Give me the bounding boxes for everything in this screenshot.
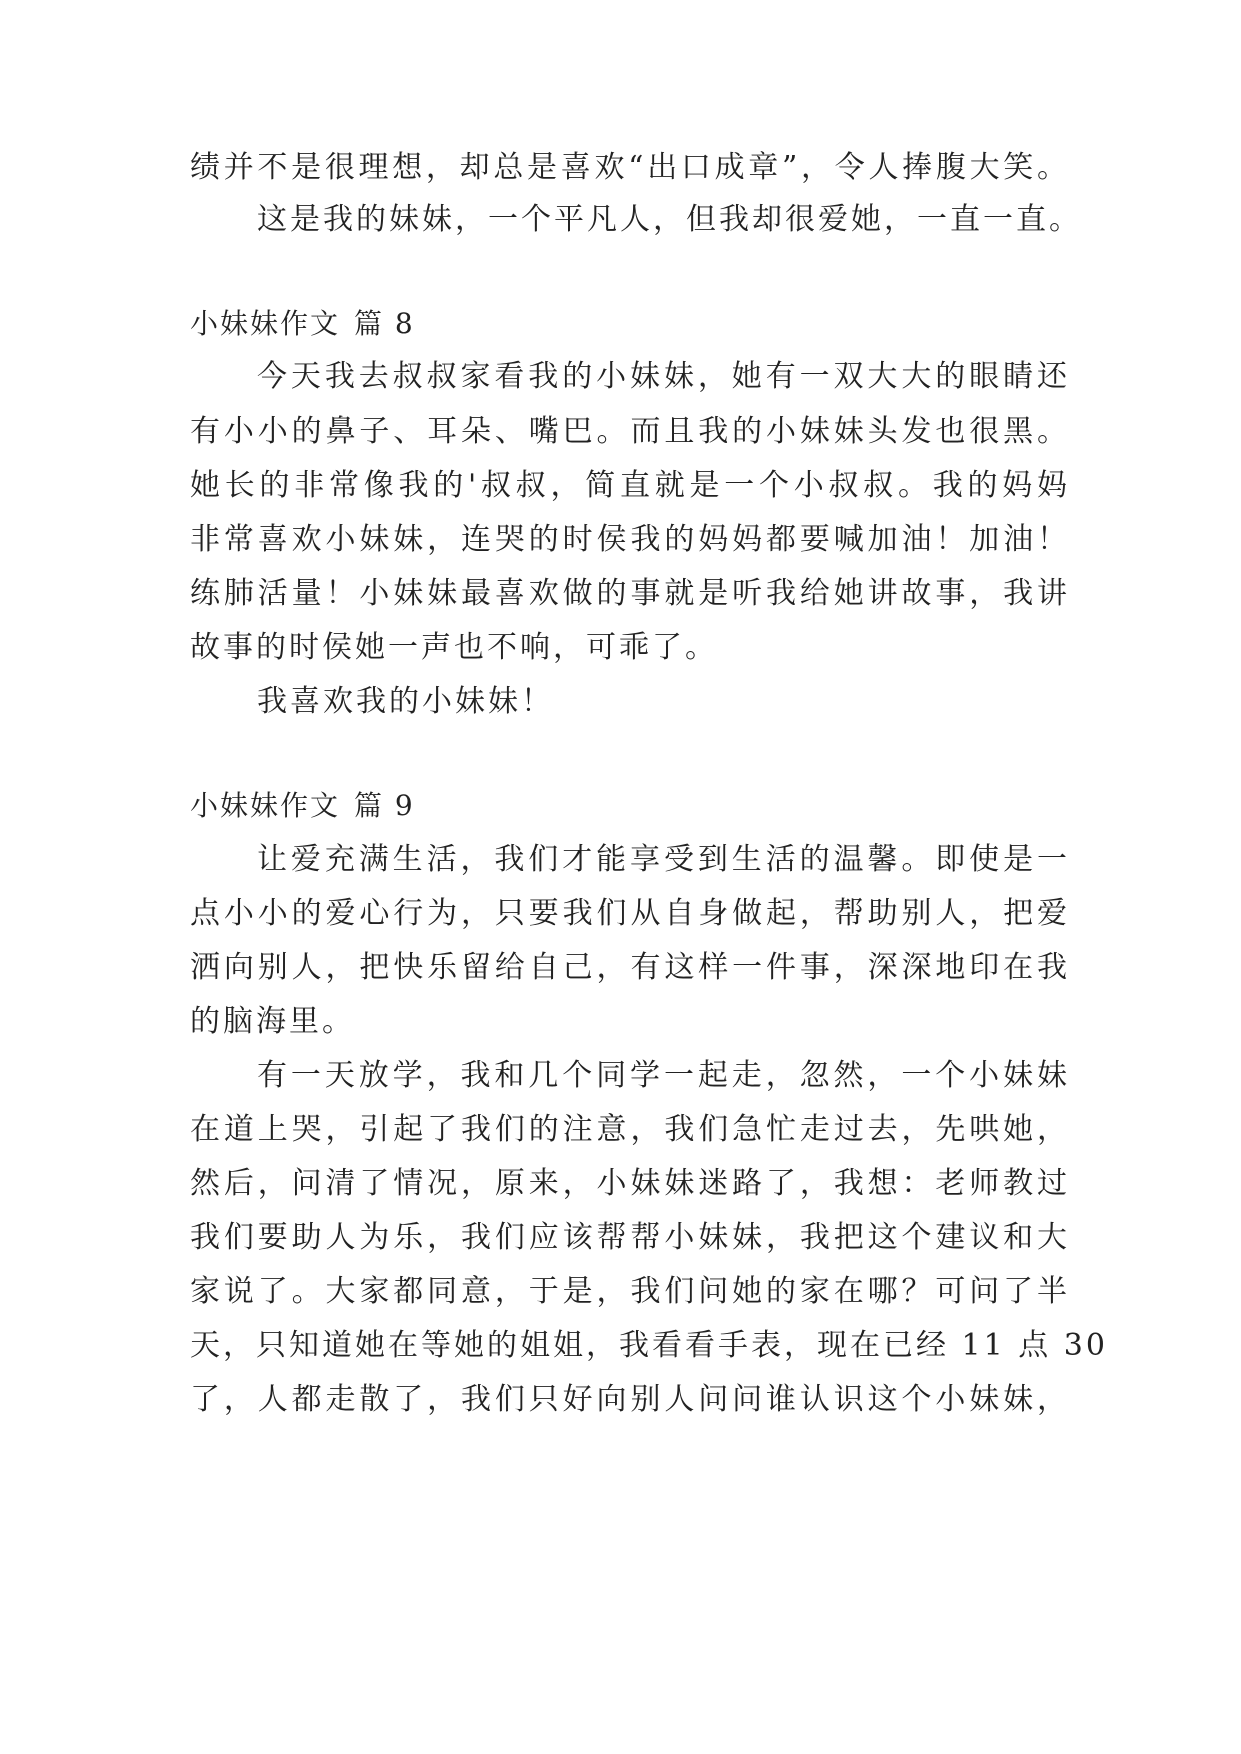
section-heading-9 [190, 786, 415, 826]
paragraph-line: 今天我去叔叔家看我的小妹妹，她有一双大大的眼睛还 [257, 359, 1070, 394]
paragraph-line: 洒向别人，把快乐留给自己，有这样一件事，深深地印在我 [190, 950, 1070, 985]
heading-title: 小妹妹作文 [190, 307, 341, 340]
paragraph-line: 我们要助人为乐，我们应该帮帮小妹妹，我把这个建议和大 [190, 1220, 1070, 1255]
paragraph-line: 练肺活量！小妹妹最喜欢做的事就是听我给她讲故事，我讲 [190, 576, 1070, 611]
paragraph-line: 有一天放学，我和几个同学一起走，忽然，一个小妹妹 [257, 1058, 1070, 1093]
paragraph-line: 让爱充满生活，我们才能享受到生活的温馨。即使是一 [257, 842, 1070, 877]
paragraph-line: 了，人都走散了，我们只好向别人问问谁认识这个小妹妹， [190, 1382, 1070, 1417]
paragraph-line: 的脑海里。 [190, 1004, 355, 1039]
paragraph-line: 有小小的鼻子、耳朵、嘴巴。而且我的小妹妹头发也很黑。 [190, 414, 1070, 449]
paragraph-line: 非常喜欢小妹妹，连哭的时侯我的妈妈都要喊加油！加油！ [190, 522, 1070, 557]
paragraph-line: 家说了。大家都同意，于是，我们问她的家在哪？可问了半 [190, 1274, 1070, 1309]
heading-title: 小妹妹作文 [190, 789, 341, 822]
section-heading-8 [190, 304, 415, 344]
paragraph-line: 天，只知道她在等她的姐姐，我看看手表，现在已经 11 点 30 [190, 1328, 1108, 1363]
heading-number: 篇 8 [354, 307, 415, 340]
heading-number: 篇 9 [354, 789, 415, 822]
paragraph-line: 她长的非常像我的'叔叔，简直就是一个小叔叔。我的妈妈 [190, 468, 1070, 503]
paragraph-line: 我喜欢我的小妹妹！ [257, 684, 554, 719]
paragraph-line: 在道上哭，引起了我们的注意，我们急忙走过去，先哄她， [190, 1112, 1070, 1147]
paragraph-line: 这是我的妹妹，一个平凡人，但我却很爱她，一直一直。 [257, 202, 1082, 237]
paragraph-line: 点小小的爱心行为，只要我们从自身做起，帮助别人，把爱 [190, 896, 1070, 931]
paragraph-line: 故事的时侯她一声也不响，可乖了。 [190, 630, 718, 665]
paragraph-line: 绩并不是很理想，却总是喜欢“出口成章”，令人捧腹大笑。 [190, 150, 1070, 185]
paragraph-line: 然后，问清了情况，原来，小妹妹迷路了，我想：老师教过 [190, 1166, 1070, 1201]
